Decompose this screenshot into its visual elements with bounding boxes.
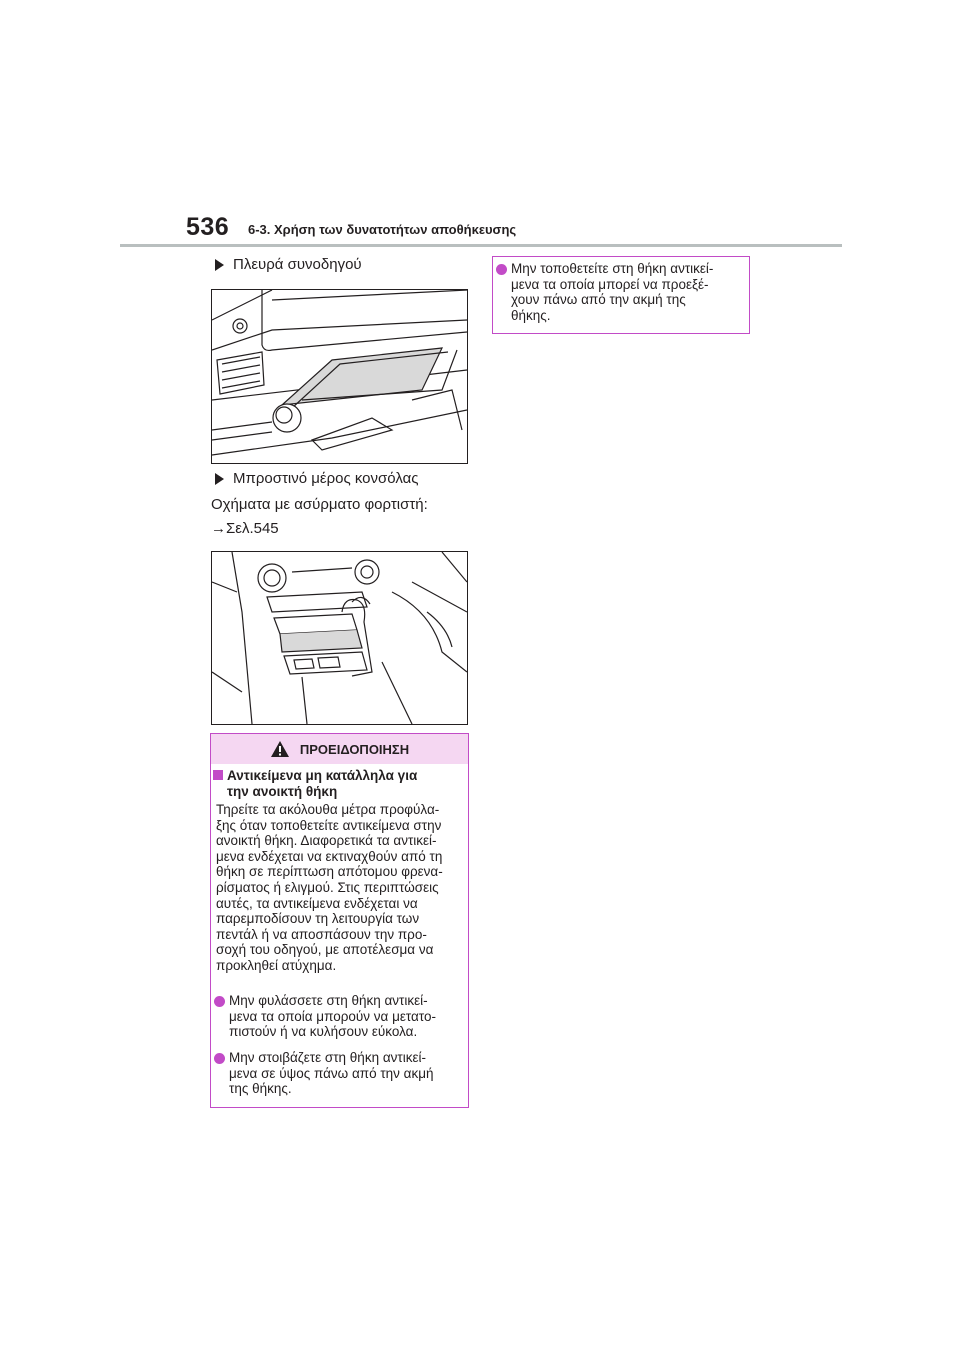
bullet-dot-icon xyxy=(214,1053,225,1064)
wireless-charger-note: Οχήματα με ασύρματο φορτιστή: xyxy=(211,496,428,513)
warning-header xyxy=(211,734,468,764)
bullet-dot-icon xyxy=(496,264,507,275)
warning-triangle-icon xyxy=(270,740,290,758)
triangle-bullet-icon xyxy=(215,473,224,485)
continued-warning-bullet: Μην τοποθετείτε στη θήκη αντικεί- μενα τα οποία μπορεί να προεξέ- χουν πάνω από την ακμή της θήκης. xyxy=(511,261,714,323)
warning-title: ΠΡΟΕΙΔΟΠΟΙΗΣΗ xyxy=(299,741,410,757)
item-passenger-side xyxy=(215,256,362,273)
item-front-console-label: Μπροστινό μέρος κονσόλας xyxy=(233,470,419,487)
warning-subheading: Αντικείμενα μη κατάλληλα για την ανοικτή θήκη xyxy=(213,768,417,799)
page-reference-link[interactable]: →Σελ.545 xyxy=(211,520,279,537)
item-passenger-side-label: Πλευρά συνοδηγού xyxy=(233,256,362,273)
warning-paragraph: Τηρείτε τα ακόλουθα μέτρα προφύλα- ξης όταν τοποθετείτε αντικείμενα στην ανοικτή θήκη. Διαφορετικά τα αντικεί- μενα ενδέχεται να εκτιναχθούν από τη θήκη σε περίπτωση απότομου φρενα- ρίσματος ή ελιγμού. Στις περιπτώσεις αυτές, τα αντικείμενα ενδέχεται να παρεμποδίσουν τη λειτουργία των πεντάλ ή να αποσπάσουν την προ- σοχή του οδηγού, με αποτέλεσμα να προκληθεί ατύχημα. xyxy=(216,802,443,973)
triangle-bullet-icon xyxy=(215,259,224,271)
header-rule xyxy=(120,244,842,247)
bullet-dot-icon xyxy=(214,996,225,1007)
warning-bullet-1: Μην φυλάσσετε στη θήκη αντικεί- μενα τα οποία μπορούν να μετατο- πιστούν ή να κυλήσουν εύκολα. xyxy=(229,993,436,1040)
item-front-console xyxy=(215,470,419,487)
figure-front-console xyxy=(211,551,468,725)
figure-passenger-side-tray xyxy=(211,289,468,464)
page-number: 536 xyxy=(186,213,230,241)
square-bullet-icon xyxy=(213,770,223,780)
passenger-side-illustration xyxy=(212,290,467,463)
warning-bullet-2: Μην στοιβάζετε στη θήκη αντικεί- μενα σε ύψος πάνω από την ακμή της θήκης. xyxy=(229,1050,434,1097)
front-console-illustration xyxy=(212,552,467,724)
section-title: 6-3. Χρήση των δυνατοτήτων αποθήκευσης xyxy=(248,222,517,237)
